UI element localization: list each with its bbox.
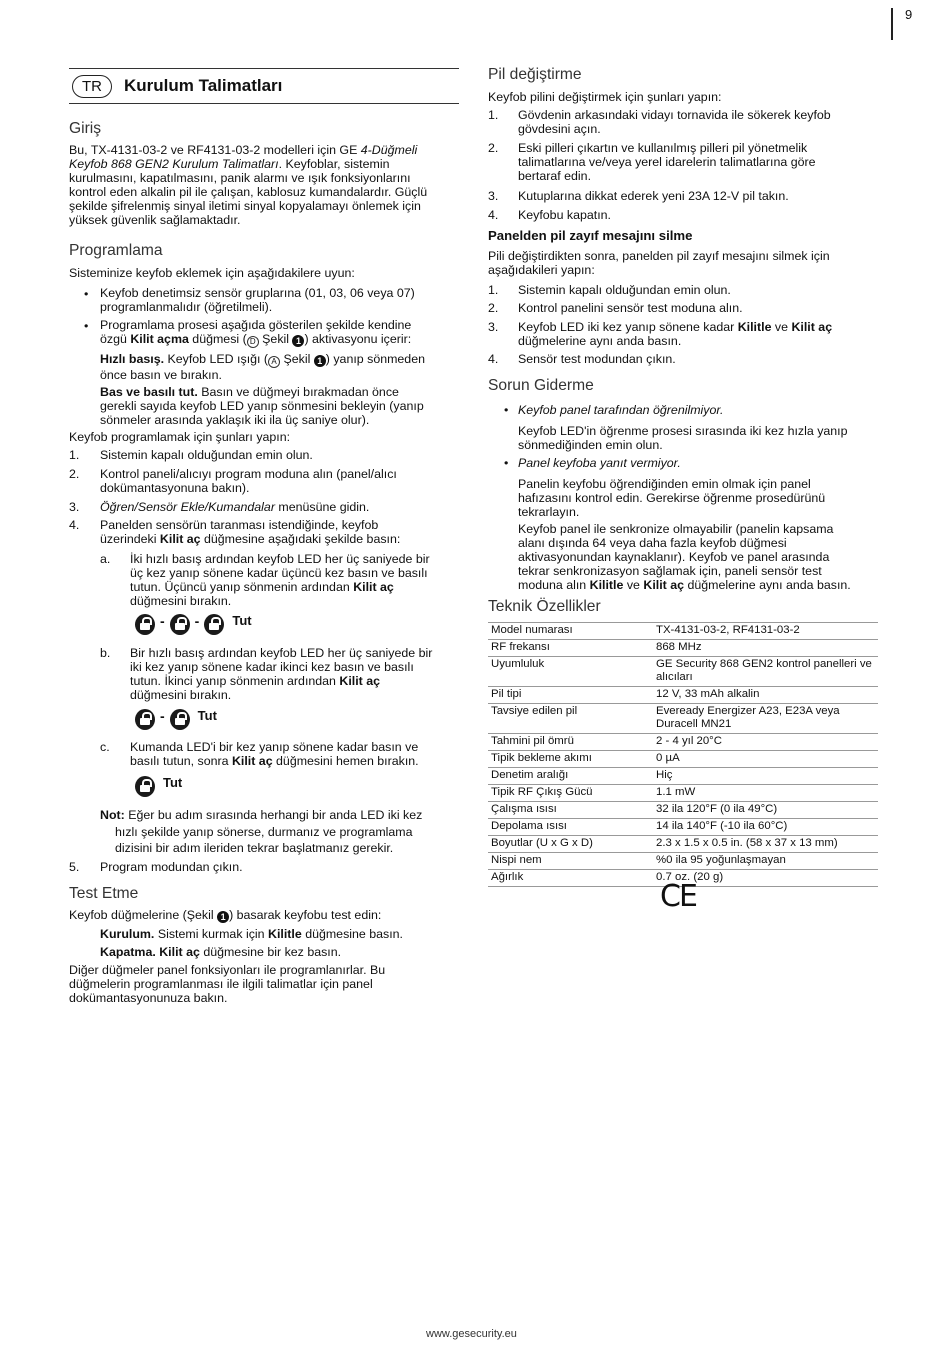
unlock-button-icon [135, 709, 155, 730]
zayif-heading: Panelden pil zayıf mesajını silme [488, 228, 693, 243]
pil-step-3: Kutuplarına dikkat ederek yeni 23A 12-V pil takın. [518, 189, 789, 203]
figure-1-icon: 1 [217, 911, 229, 923]
spec-key: Boyutlar (U x G x D) [488, 836, 653, 853]
bas-basili-tut-desc: Bas ve basılı tut. Basın ve düğmeyi bırakmadan önce gerekli sayıda keyfob LED yanıp sönmesini bekleyin (yanıp sönmeler arasında yaklaşık iki ila üç saniye olur). [100, 385, 424, 427]
step-number: 1. [69, 448, 80, 462]
spec-row [488, 623, 878, 640]
step-2: Kontrol paneli/alıcıyı program moduna alın (panel/alıcı dokümantasyonuna bakın). [100, 467, 397, 495]
figure-1-icon: 1 [292, 335, 304, 347]
step-number: 2. [488, 301, 499, 315]
zayif-step-1: Sistemin kapalı olduğundan emin olun. [518, 283, 731, 297]
substep-letter: b. [100, 646, 111, 660]
spec-value: GE Security 868 GEN2 kontrol panelleri ve alıcıları [653, 657, 878, 687]
programlama-bullet-2: Programlama prosesi aşağıda gösterilen şekilde kendine özgü Kilit açma düğmesi ( D Şekil 1 ) aktivasyonu içerir: [100, 318, 412, 346]
step-number: 1. [488, 108, 499, 122]
spec-row [488, 687, 878, 704]
step-number: 4. [488, 208, 499, 222]
language-badge: TR [72, 75, 112, 98]
pil-step-2: Eski pilleri çıkartın ve kullanılmış pilleri pil yönetmelik talimatlarına ve/veya yerel idarelerin talimatlarına göre bertaraf edin. [518, 141, 816, 183]
substep-letter: c. [100, 740, 110, 754]
step-number: 2. [69, 467, 80, 481]
spec-value: 0 µA [653, 751, 878, 768]
spec-row [488, 785, 878, 802]
test-kurulum: Kurulum. Sistemi kurmak için Kilitle düğmesine basın. [100, 927, 404, 941]
steps-intro: Keyfob programlamak için şunları yapın: [69, 430, 291, 444]
page-number-rule [891, 8, 893, 40]
spec-value: 14 ila 140°F (-10 ila 60°C) [653, 819, 878, 836]
spec-key: Tahmini pil ömrü [488, 734, 653, 751]
sequence-c: Tut [135, 776, 182, 797]
led-a-icon: A [268, 356, 280, 368]
test-heading: Test Etme [69, 885, 139, 902]
test-intro: Keyfob düğmelerine (Şekil 1 ) basarak keyfobu test edin: [69, 908, 382, 922]
bullet: • [504, 403, 509, 417]
figure-1-icon: 1 [314, 355, 326, 367]
page-title: Kurulum Talimatları [124, 76, 283, 95]
substep-letter: a. [100, 552, 111, 566]
spec-key: Depolama ısısı [488, 819, 653, 836]
sorun-bullet-1-desc: Keyfob LED'in öğrenme prosesi sırasında iki kez hızla yanıp sönmediğinden emin olun. [518, 424, 848, 452]
note: Not: Eğer bu adım sırasında herhangi bir anda LED iki kez hızlı şekilde yanıp sönerse, durmanız ve programlama dizisini bir adım ileriden tekrar başlatmanız gerekir. [100, 808, 423, 855]
sequence-b: - Tut [135, 709, 217, 730]
step-number: 1. [488, 283, 499, 297]
spec-key: RF frekansı [488, 640, 653, 657]
zayif-step-4: Sensör test modundan çıkın. [518, 352, 676, 366]
spec-value: 12 V, 33 mAh alkalin [653, 687, 878, 704]
test-other: Diğer düğmeler panel fonksiyonları ile programlanırlar. Bu düğmelerin programlanması ile ilgili talimatlar için panel dokümantasyonunuza bakın. [69, 963, 386, 1005]
pil-heading: Pil değiştirme [488, 66, 582, 83]
spec-key: Pil tipi [488, 687, 653, 704]
substep-c: Kumanda LED'i bir kez yanıp sönene kadar basın ve basılı tutun, sonra Kilit aç düğmesini hemen bırakın. [130, 740, 419, 768]
step-number: 3. [488, 189, 499, 203]
programlama-intro: Sisteminize keyfob eklemek için aşağıdakilere uyun: [69, 266, 355, 280]
giris-heading: Giriş [69, 120, 102, 137]
spec-key: Çalışma ısısı [488, 802, 653, 819]
spec-key: Uyumluluk [488, 657, 653, 687]
unlock-button-icon [135, 776, 155, 797]
step-1: Sistemin kapalı olduğundan emin olun. [100, 448, 313, 462]
spec-key: Nispi nem [488, 853, 653, 870]
step-number: 4. [69, 518, 80, 532]
spec-value: 868 MHz [653, 640, 878, 657]
spec-value: Eveready Energizer A23, E23A veya Duracell MN21 [653, 704, 878, 734]
spec-row [488, 640, 878, 657]
sorun-bullet-2-desc: Panelin keyfobu öğrendiğinden emin olmak için panel hafızasını kontrol edin. Gerekirse öğrenme prosedürünü tekrarlayın. [518, 477, 826, 519]
spec-row [488, 768, 878, 785]
bullet: • [504, 456, 509, 470]
hizli-basis-desc: Hızlı basış. Keyfob LED ışığı ( A Şekil 1 ) yanıp sönmeden önce basın ve bırakın. [100, 352, 425, 382]
sorun-heading: Sorun Giderme [488, 377, 594, 394]
step-4: Panelden sensörün taranması istendiğinde, keyfob üzerindeki Kilit aç düğmesine aşağıdaki şekilde basın: [100, 518, 401, 546]
spec-row [488, 853, 878, 870]
spec-value: Hiç [653, 768, 878, 785]
spec-row [488, 751, 878, 768]
substep-b: Bir hızlı basış ardından keyfob LED her üç saniyede bir iki kez yanıp sönene kadar ikinci kez basın ve basılı tutun. İkinci yanıp sönmenin ardından Kilit aç düğmesini bırakın. [130, 646, 433, 702]
step-5: Program modundan çıkın. [100, 860, 243, 874]
footer-url: www.gesecurity.eu [426, 1328, 517, 1340]
unlock-button-icon [135, 614, 155, 635]
spec-key: Tipik bekleme akımı [488, 751, 653, 768]
ce-mark: CE [660, 879, 696, 914]
teknik-heading: Teknik Özellikler [488, 598, 601, 615]
sorun-bullet-2-desc-2: Keyfob panel ile senkronize olmayabilir (panelin kapsama alanı dışında 64 veya daha fazla keyfob düğmesi aktivasyonundan kaynaklanır). Keyfob ve panel arasında tekrar senkronizasyon sağlamak için, paneli sensör test moduna alın Kilitle ve Kilit aç düğmelerine aynı anda basın. [518, 522, 851, 592]
substep-a: İki hızlı basış ardından keyfob LED her üç saniyede bir üç kez yanıp sönene kadar üçüncü kez basın ve basılı tutun. Üçüncü yanıp sönmenin ardından Kilit aç düğmesini bırakın. [130, 552, 430, 608]
spec-row [488, 819, 878, 836]
spec-key: Tipik RF Çıkış Gücü [488, 785, 653, 802]
spec-key: Model numarası [488, 623, 653, 640]
step-number: 3. [69, 500, 80, 514]
spec-value: TX-4131-03-2, RF4131-03-2 [653, 623, 878, 640]
test-kapatma: Kapatma. Kilit aç düğmesine bir kez basın. [100, 945, 342, 959]
zayif-intro: Pili değiştirdikten sonra, panelden pil zayıf mesajını silmek için aşağıdakileri yapın: [488, 249, 830, 277]
pil-step-1: Gövdenin arkasındaki vidayı tornavida ile sökerek keyfob gövdesini açın. [518, 108, 831, 136]
step-number: 4. [488, 352, 499, 366]
giris-paragraph: Bu, TX-4131-03-2 ve RF4131-03-2 modelleri için GE 4-Düğmeli Keyfob 868 GEN2 Kurulum Talimatları. Keyfoblar, sistemin kurulmasını, kapatılmasını, panik alarmı ve ışık fonksiyonlarını kontrol eden alkalin pil ile çalışan, kablosuz kumandalardır. Güçlü şekilde şifrelenmiş sinyal iletimi sinyal kopyalamayı önlemek için yüksek güvenlik sağlamaktadır. [69, 143, 428, 227]
pil-intro: Keyfob pilini değiştirmek için şunları yapın: [488, 90, 722, 104]
spec-value: 1.1 mW [653, 785, 878, 802]
zayif-step-2: Kontrol panelini sensör test moduna alın. [518, 301, 743, 315]
bullet: • [84, 319, 89, 333]
programlama-bullet-1: Keyfob denetimsiz sensör gruplarına (01, 03, 06 veya 07) programlanmalıdır (öğretilmeli). [100, 286, 415, 314]
step-number: 5. [69, 860, 80, 874]
spec-row [488, 704, 878, 734]
bullet: • [84, 287, 89, 301]
unlock-button-icon [170, 614, 190, 635]
spec-key: Tavsiye edilen pil [488, 704, 653, 734]
page-number: 9 [905, 7, 913, 22]
spec-row [488, 657, 878, 687]
unlock-button-icon [204, 614, 224, 635]
spec-table [488, 622, 878, 887]
spec-value: 2.3 x 1.5 x 0.5 in. (58 x 37 x 13 mm) [653, 836, 878, 853]
spec-value: 0.7 oz. (20 g) [653, 870, 878, 887]
zayif-step-3: Keyfob LED iki kez yanıp sönene kadar Kilitle ve Kilit aç düğmelerine aynı anda basın. [518, 320, 833, 348]
spec-value: 2 - 4 yıl 20°C [653, 734, 878, 751]
step-number: 2. [488, 141, 499, 155]
spec-key: Denetim aralığı [488, 768, 653, 785]
spec-row [488, 836, 878, 853]
step-3: Öğren/Sensör Ekle/Kumandalar menüsüne gidin. [100, 500, 370, 514]
sorun-bullet-1: Keyfob panel tarafından öğrenilmiyor. [518, 403, 724, 417]
section-header [69, 68, 459, 104]
spec-row [488, 734, 878, 751]
sequence-a: - - Tut [135, 614, 252, 635]
unlock-button-icon [170, 709, 190, 730]
step-number: 3. [488, 320, 499, 334]
button-d-icon: D [247, 336, 259, 348]
spec-value: 32 ila 120°F (0 ila 49°C) [653, 802, 878, 819]
programlama-heading: Programlama [69, 242, 163, 259]
spec-value: %0 ila 95 yoğunlaşmayan [653, 853, 878, 870]
sorun-bullet-2: Panel keyfoba yanıt vermiyor. [518, 456, 681, 470]
spec-row [488, 802, 878, 819]
spec-key: Ağırlık [488, 870, 653, 887]
pil-step-4: Keyfobu kapatın. [518, 208, 611, 222]
